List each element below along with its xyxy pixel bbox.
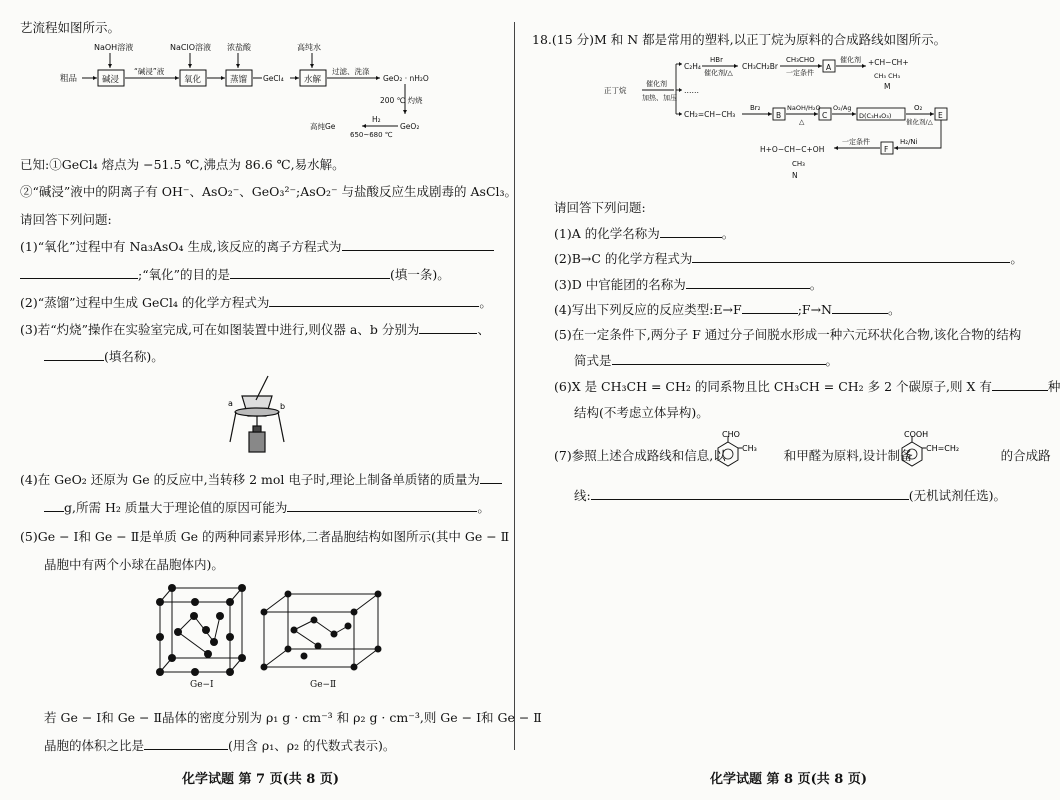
q3-line2: (填名称)。 (44, 347, 164, 365)
route-cat2: 催化剂/△ (704, 69, 733, 77)
answer-blank[interactable] (419, 322, 477, 334)
route-n: N (792, 171, 798, 180)
crystal-cell-ge2 (258, 590, 388, 675)
apparatus-label-a: a (228, 399, 233, 408)
q2-line: (2)“蒸馏”过程中生成 GeCl₄ 的化学方程式为 。 (20, 295, 492, 310)
route-o2ag: O₂/Ag (833, 104, 852, 112)
route-c: C (822, 111, 828, 120)
q1-line2: ;“氧化”的目的是 (填一条)。 (20, 265, 450, 283)
flow-geo2: GeO₂ (400, 122, 420, 131)
q5-line2: 晶胞中有两个小球在晶胞体内)。 (44, 557, 224, 572)
benzene-aldehyde-structure (714, 430, 770, 470)
q18-heading: 18.(15 分)M 和 N 都是常用的塑料,以正丁烷为原料的合成路线如图所示。 (532, 32, 947, 47)
answer-blank[interactable] (44, 500, 64, 512)
page-divider (514, 22, 515, 750)
route-f: F (884, 145, 889, 154)
route-cond1: 加热、加压 (642, 94, 677, 102)
answer-blank[interactable] (20, 267, 138, 279)
route-n-sub: CH₃ (792, 160, 805, 168)
sub-ch3: CH₃ (742, 444, 757, 453)
answer-blank[interactable] (660, 226, 722, 238)
flow-product: GeO₂ · nH₂O (383, 74, 429, 83)
answer-blank[interactable] (832, 302, 888, 314)
route-hbr: HBr (710, 56, 723, 64)
sub-cooh: COOH (904, 430, 929, 439)
route-b: B (776, 111, 782, 120)
reagent-hcl: 浓盐酸 (227, 43, 251, 52)
q18-1: (1)A 的化学名称为 。 (554, 226, 735, 241)
caption-ge1: Ge−Ⅰ (190, 680, 214, 690)
ask-heading-2: 请回答下列问题: (554, 200, 646, 215)
flow-step-hydrolysis: 水解 (304, 75, 322, 85)
q5-line3: 若 Ge − Ⅰ和 Ge − Ⅱ晶体的密度分别为 ρ₁ g · cm⁻³ 和 ρ₂ g · cm⁻³,则 Ge − Ⅰ和 Ge − Ⅱ (44, 710, 542, 725)
answer-blank[interactable] (144, 738, 228, 750)
answer-blank[interactable] (44, 349, 104, 361)
q18-7-line1: (7)参照上述合成路线和信息,以 和甲醛为原料,设计制备 的合成路 (554, 448, 1051, 463)
flow-gecl4: GeCl₄ (263, 74, 284, 83)
apparatus-label-b: b (280, 402, 286, 411)
q18-5-line2: 简式是 。 (574, 353, 839, 368)
route-d: D(C₃H₄O₃) (859, 112, 892, 120)
q4-line1: (4)在 GeO₂ 还原为 Ge 的反应中,当转移 2 mol 电子时,理论上制备单质锗的质量为 (20, 470, 502, 488)
intro-text: 艺流程如图所示。 (20, 20, 121, 35)
route-cat4: 催化剂/△ (906, 118, 933, 126)
answer-blank[interactable] (342, 239, 494, 251)
reagent-naclo: NaClO溶液 (170, 43, 211, 52)
route-ch3ch2br: CH₃CH₂Br (742, 62, 778, 71)
route-m-sub: CH₃ CH₃ (874, 72, 901, 80)
route-naoh: NaOH/H₂O (787, 104, 821, 112)
q5-line4: 晶胞的体积之比是 (用含 ρ₁、ρ₂ 的代数式表示)。 (44, 738, 396, 753)
route-dots: …… (684, 86, 699, 95)
route-m: M (884, 82, 891, 91)
route-e: E (938, 111, 943, 120)
footer-page-7: 化学试题 第 7 页(共 8 页) (182, 772, 340, 787)
route-a: A (826, 63, 832, 72)
flow-h2: H₂ (372, 115, 381, 124)
flow-pure: 高纯Ge (310, 122, 336, 131)
route-o2: O₂ (914, 104, 923, 112)
answer-blank[interactable] (612, 353, 826, 365)
q18-3: (3)D 中官能团的名称为 。 (554, 277, 823, 292)
flow-wash: 过滤、洗涤 (332, 67, 370, 76)
answer-blank[interactable] (686, 277, 810, 289)
answer-blank[interactable] (692, 251, 1010, 263)
burning-apparatus-figure (222, 372, 292, 464)
answer-blank[interactable] (480, 472, 502, 484)
route-start: 正丁烷 (604, 86, 627, 95)
q18-2: (2)B→C 的化学方程式为 。 (554, 251, 1023, 266)
route-once2: 一定条件 (842, 138, 870, 146)
q5-line1: (5)Ge − Ⅰ和 Ge − Ⅱ是单质 Ge 的两种同素异形体,二者晶胞结构如图所示(其中 Ge − Ⅱ (20, 529, 510, 544)
q18-6-line1: (6)X 是 CH₃CH = CH₂ 的同系物且比 CH₃CH = CH₂ 多 2 个碳原子,则 X 有 种 (554, 379, 1060, 394)
q1-line1: (1)“氧化”过程中有 Na₃AsO₄ 生成,该反应的离子方程式为 (20, 237, 494, 255)
synthesis-route-diagram (604, 48, 984, 182)
flow-step-oxidize: 氧化 (184, 75, 202, 85)
q4-line2: g,所需 H₂ 质量大于理论值的原因可能为 。 (44, 498, 490, 516)
ask-heading: 请回答下列问题: (20, 212, 112, 227)
answer-blank[interactable] (269, 295, 479, 307)
answer-blank[interactable] (742, 302, 798, 314)
route-delta: △ (799, 118, 805, 126)
page-8 (520, 0, 1060, 800)
answer-blank[interactable] (992, 379, 1048, 391)
flow-step-alkali: 碱浸 (102, 75, 120, 85)
q3-line1: (3)若“灼烧”操作在实验室完成,可在如图装置中进行,则仪器 a、b 分别为 、 (20, 322, 490, 337)
answer-blank[interactable] (287, 500, 477, 512)
known-1: 已知:①GeCl₄ 熔点为 −51.5 ℃,沸点为 86.6 ℃,易水解。 (20, 157, 345, 172)
reagent-naoh: NaOH溶液 (94, 43, 134, 52)
route-once: 一定条件 (786, 69, 814, 77)
route-n-formula: H+O−CH−C+OH (760, 145, 825, 154)
flow-liquid: “碱浸”液 (134, 67, 165, 76)
answer-blank[interactable] (230, 267, 390, 279)
benzene-acid-structure (898, 430, 978, 470)
route-c2h4: C₂H₄ (684, 62, 701, 71)
process-flow-diagram (50, 42, 470, 147)
route-br2: Br₂ (750, 104, 761, 112)
known-2: ②“碱浸”液中的阴离子有 OH⁻、AsO₂⁻、GeO₃²⁻;AsO₂⁻ 与盐酸反应生成剧毒的 AsCl₃。 (20, 184, 518, 199)
answer-blank[interactable] (591, 488, 909, 500)
q18-6-line2: 结构(不考虑立体异构)。 (574, 405, 709, 420)
sub-cho: CHO (722, 430, 740, 439)
route-cat1: 催化剂 (646, 80, 667, 88)
q18-4: (4)写出下列反应的反应类型:E→F ;F→N 。 (554, 302, 901, 317)
route-propene: CH₂=CH−CH₃ (684, 110, 736, 119)
route-ch3cho: CH₃CHO (786, 56, 815, 64)
flow-step-distill: 蒸馏 (230, 75, 248, 85)
footer-page-8: 化学试题 第 8 页(共 8 页) (710, 772, 868, 787)
reagent-water: 高纯水 (297, 43, 321, 52)
flow-burn: 200 ℃ 灼烧 (380, 96, 423, 105)
flow-temp: 650~680 ℃ (350, 131, 393, 139)
crystal-cell-ge1 (150, 582, 250, 682)
sub-vinyl: CH=CH₂ (926, 444, 960, 453)
route-m-top: +CH−CH+ (868, 58, 909, 67)
flow-raw: 粗品 (60, 74, 78, 84)
q18-7-line2: 线: (无机试剂任选)。 (574, 488, 1006, 503)
route-cat3: 催化剂 (840, 56, 861, 64)
q18-5-line1: (5)在一定条件下,两分子 F 通过分子间脱水形成一种六元环状化合物,该化合物的结构 (554, 327, 1022, 342)
caption-ge2: Ge−Ⅱ (310, 680, 337, 690)
route-h2ni: H₂/Ni (900, 138, 918, 146)
